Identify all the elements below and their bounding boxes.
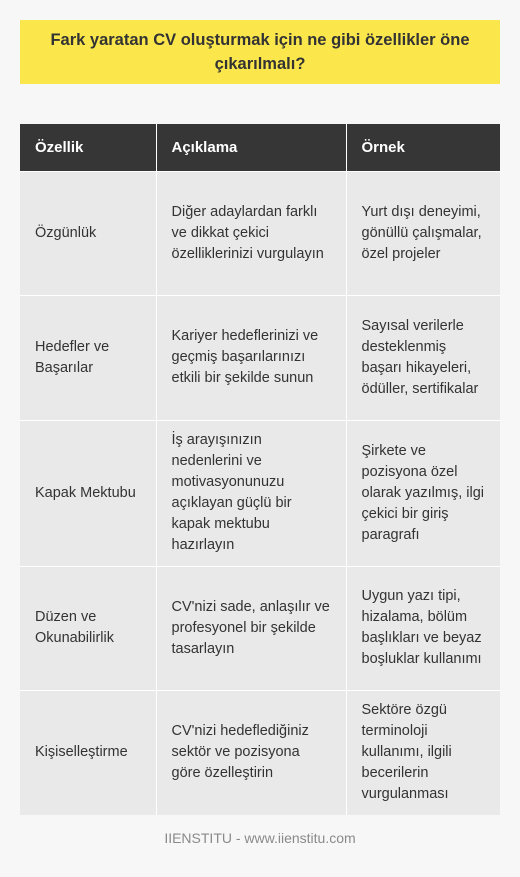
example-cell: Yurt dışı deneyimi, gönüllü çalışmalar, özel projeler: [346, 171, 500, 295]
column-header-description: Açıklama: [156, 124, 346, 171]
footer-credit: IIENSTITU - www.iienstitu.com: [164, 830, 356, 846]
features-table: [20, 124, 500, 815]
example-cell: Sektöre özgü terminoloji kullanımı, ilgili becerilerin vurgulanması: [346, 690, 500, 815]
description-cell: Kariyer hedeflerinizi ve geçmiş başarılarınızı etkili bir şekilde sunun: [156, 295, 346, 420]
feature-cell: Özgünlük: [20, 171, 156, 295]
table-row: [20, 690, 500, 815]
description-cell: Diğer adaylardan farklı ve dikkat çekici özelliklerinizi vurgulayın: [156, 171, 346, 295]
table-row: [20, 566, 500, 690]
example-cell: Şirkete ve pozisyona özel olarak yazılmış, ilgi çekici bir giriş paragrafı: [346, 420, 500, 566]
feature-cell: Hedefler ve Başarılar: [20, 295, 156, 420]
table-row: [20, 171, 500, 295]
table-row: [20, 295, 500, 420]
column-header-feature: Özellik: [20, 124, 156, 171]
column-header-example: Örnek: [346, 124, 500, 171]
feature-cell: Kişiselleştirme: [20, 690, 156, 815]
description-cell: İş arayışınızın nedenlerini ve motivasyonunuzu açıklayan güçlü bir kapak mektubu hazırlayın: [156, 420, 346, 566]
example-cell: Uygun yazı tipi, hizalama, bölüm başlıkları ve beyaz boşluklar kullanımı: [346, 566, 500, 690]
feature-cell: Kapak Mektubu: [20, 420, 156, 566]
description-cell: CV'nizi sade, anlaşılır ve profesyonel bir şekilde tasarlayın: [156, 566, 346, 690]
example-cell: Sayısal verilerle desteklenmiş başarı hikayeleri, ödüller, sertifikalar: [346, 295, 500, 420]
page-title: Fark yaratan CV oluşturmak için ne gibi özellikler öne çıkarılmalı?: [50, 31, 470, 73]
description-cell: CV'nizi hedeflediğiniz sektör ve pozisyona göre özelleştirin: [156, 690, 346, 815]
table-row: [20, 420, 500, 566]
title-banner: [20, 20, 500, 84]
feature-cell: Düzen ve Okunabilirlik: [20, 566, 156, 690]
table-header-row: [20, 124, 500, 171]
